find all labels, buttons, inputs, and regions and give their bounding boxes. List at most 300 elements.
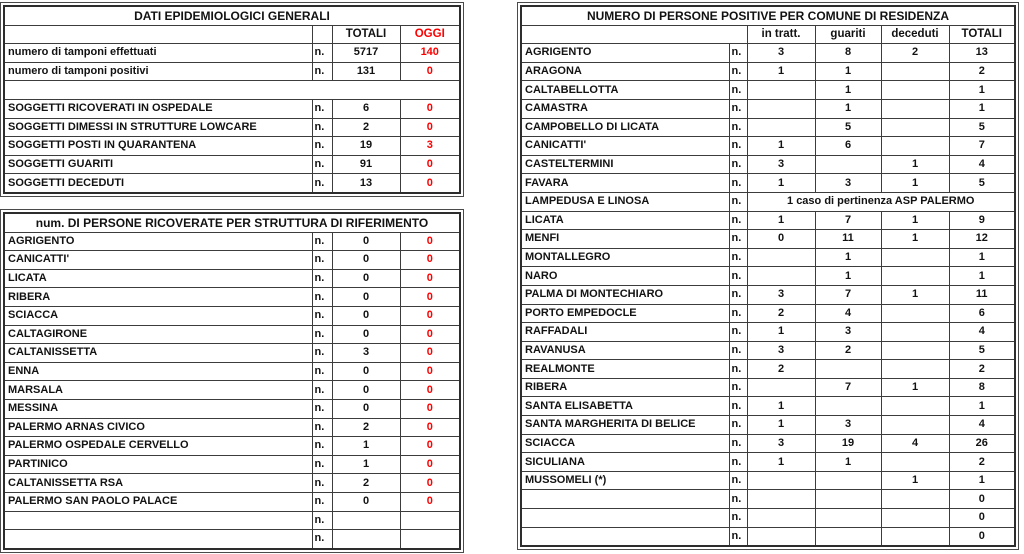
value-oggi: 0	[400, 62, 460, 81]
positives-by-comune-table	[517, 2, 1019, 550]
value-in-tratt: 1	[747, 137, 815, 156]
value-guariti: 4	[815, 304, 881, 323]
value-deceduti: 4	[881, 434, 949, 453]
value-totali: 3	[332, 344, 400, 363]
value-oggi: 3	[400, 137, 460, 156]
value-totali: 0	[949, 509, 1015, 528]
value-totali: 131	[332, 62, 400, 81]
table-row	[4, 418, 460, 437]
value-guariti: 7	[815, 285, 881, 304]
value-in-tratt: 1	[747, 174, 815, 193]
table-row	[4, 344, 460, 363]
value-totali: 1	[949, 397, 1015, 416]
row-label: ENNA	[4, 362, 312, 381]
row-label: NARO	[521, 267, 729, 286]
unit-cell: n.	[312, 44, 332, 63]
value-totali: 0	[332, 381, 400, 400]
value-totali: 0	[332, 251, 400, 270]
value-oggi: 0	[400, 492, 460, 511]
row-label: PARTINICO	[4, 455, 312, 474]
comuni-table-title: NUMERO DI PERSONE POSITIVE PER COMUNE DI RESIDENZA	[521, 6, 1015, 25]
row-label: ARAGONA	[521, 62, 729, 81]
unit-cell: n.	[312, 269, 332, 288]
value-in-tratt: 3	[747, 341, 815, 360]
value-deceduti	[881, 99, 949, 118]
table-row	[4, 511, 460, 530]
comuni-table-grid	[520, 5, 1016, 547]
table-row	[4, 455, 460, 474]
comuni-title-row	[521, 6, 1015, 25]
value-in-tratt: 1	[747, 397, 815, 416]
table-row	[521, 490, 1015, 509]
value-in-tratt: 3	[747, 434, 815, 453]
unit-cell: n.	[312, 325, 332, 344]
value-deceduti	[881, 397, 949, 416]
row-label: SCIACCA	[4, 306, 312, 325]
table-row	[4, 325, 460, 344]
value-in-tratt	[747, 267, 815, 286]
unit-cell: n.	[729, 304, 747, 323]
value-guariti: 1	[815, 62, 881, 81]
table-row	[4, 269, 460, 288]
row-label: AGRIGENTO	[521, 44, 729, 63]
value-deceduti	[881, 267, 949, 286]
unit-cell: n.	[729, 471, 747, 490]
general-title-row	[4, 6, 460, 25]
value-deceduti	[881, 81, 949, 100]
row-label: RIBERA	[521, 378, 729, 397]
row-label: CALTAGIRONE	[4, 325, 312, 344]
unit-cell: n.	[312, 137, 332, 156]
unit-cell: n.	[729, 453, 747, 472]
value-oggi: 0	[400, 381, 460, 400]
value-totali: 9	[949, 211, 1015, 230]
hospitalized-title-row	[4, 213, 460, 232]
value-totali: 91	[332, 155, 400, 174]
table-row	[4, 174, 460, 193]
general-table-grid	[3, 5, 461, 194]
unit-cell: n.	[729, 527, 747, 546]
value-deceduti: 1	[881, 285, 949, 304]
value-guariti: 11	[815, 230, 881, 249]
row-label: SANTA MARGHERITA DI BELICE	[521, 416, 729, 435]
value-in-tratt: 1	[747, 416, 815, 435]
table-row	[4, 399, 460, 418]
row-label: LICATA	[4, 269, 312, 288]
unit-cell: n.	[312, 437, 332, 456]
general-header-row	[4, 25, 460, 44]
value-oggi: 0	[400, 437, 460, 456]
value-totali: 5717	[332, 44, 400, 63]
row-label: SOGGETTI GUARITI	[4, 155, 312, 174]
value-oggi: 0	[400, 251, 460, 270]
value-guariti	[815, 397, 881, 416]
value-in-tratt	[747, 527, 815, 546]
value-totali: 0	[332, 306, 400, 325]
table-row	[4, 62, 460, 81]
value-deceduti: 1	[881, 174, 949, 193]
value-deceduti	[881, 137, 949, 156]
table-row	[521, 62, 1015, 81]
value-in-tratt: 1	[747, 211, 815, 230]
table-row	[521, 44, 1015, 63]
table-row	[521, 397, 1015, 416]
unit-cell: n.	[312, 381, 332, 400]
value-in-tratt: 2	[747, 360, 815, 379]
general-header-oggi: OGGI	[400, 25, 460, 44]
unit-cell: n.	[312, 232, 332, 251]
value-guariti: 3	[815, 416, 881, 435]
value-totali: 1	[949, 81, 1015, 100]
row-label: MUSSOMELI (*)	[521, 471, 729, 490]
value-in-tratt: 1	[747, 62, 815, 81]
value-oggi: 0	[400, 344, 460, 363]
unit-cell: n.	[729, 230, 747, 249]
unit-cell: n.	[312, 288, 332, 307]
row-label: SANTA ELISABETTA	[521, 397, 729, 416]
comuni-header-in-tratt: in tratt.	[747, 25, 815, 44]
value-oggi: 0	[400, 288, 460, 307]
value-guariti: 3	[815, 174, 881, 193]
value-oggi: 0	[400, 474, 460, 493]
row-label: PALERMO ARNAS CIVICO	[4, 418, 312, 437]
table-row	[521, 99, 1015, 118]
value-in-tratt	[747, 509, 815, 528]
row-label: AGRIGENTO	[4, 232, 312, 251]
table-row	[4, 44, 460, 63]
value-oggi	[400, 530, 460, 549]
unit-cell: n.	[312, 62, 332, 81]
value-guariti: 1	[815, 99, 881, 118]
row-label: CAMPOBELLO DI LICATA	[521, 118, 729, 137]
value-totali: 13	[332, 174, 400, 193]
table-row	[521, 527, 1015, 546]
table-row	[4, 530, 460, 549]
value-oggi: 0	[400, 418, 460, 437]
unit-cell: n.	[729, 285, 747, 304]
value-deceduti	[881, 341, 949, 360]
value-totali: 0	[332, 362, 400, 381]
table-row	[4, 251, 460, 270]
value-totali: 8	[949, 378, 1015, 397]
row-label: PORTO EMPEDOCLE	[521, 304, 729, 323]
hospitalized-table-grid	[3, 212, 461, 550]
value-totali: 19	[332, 137, 400, 156]
table-row	[4, 492, 460, 511]
row-label	[4, 511, 312, 530]
general-header-totali: TOTALI	[332, 25, 400, 44]
unit-cell: n.	[729, 118, 747, 137]
value-totali: 4	[949, 416, 1015, 435]
value-in-tratt	[747, 248, 815, 267]
table-row	[521, 416, 1015, 435]
row-label: RAFFADALI	[521, 323, 729, 342]
value-in-tratt: 1	[747, 323, 815, 342]
value-totali: 5	[949, 174, 1015, 193]
value-deceduti	[881, 453, 949, 472]
table-row	[521, 118, 1015, 137]
table-row	[521, 323, 1015, 342]
row-label: CALTANISSETTA	[4, 344, 312, 363]
row-label: CALTANISSETTA RSA	[4, 474, 312, 493]
unit-cell: n.	[729, 155, 747, 174]
unit-cell: n.	[729, 174, 747, 193]
value-guariti: 5	[815, 118, 881, 137]
value-totali: 1	[949, 267, 1015, 286]
comuni-header-row	[521, 25, 1015, 44]
value-deceduti	[881, 304, 949, 323]
value-guariti: 1	[815, 267, 881, 286]
value-totali: 1	[332, 437, 400, 456]
unit-cell: n.	[729, 360, 747, 379]
row-label: SOGGETTI RICOVERATI IN OSPEDALE	[4, 99, 312, 118]
value-guariti: 3	[815, 323, 881, 342]
row-label: SOGGETTI POSTI IN QUARANTENA	[4, 137, 312, 156]
hospitalized-table-title: num. DI PERSONE RICOVERATE PER STRUTTURA DI RIFERIMENTO	[4, 213, 460, 232]
value-totali: 1	[949, 99, 1015, 118]
value-in-tratt	[747, 81, 815, 100]
table-row	[4, 232, 460, 251]
value-totali: 11	[949, 285, 1015, 304]
value-totali: 1	[949, 471, 1015, 490]
unit-cell: n.	[312, 155, 332, 174]
table-row	[521, 192, 1015, 211]
value-totali: 0	[332, 492, 400, 511]
unit-cell: n.	[729, 192, 747, 211]
table-row	[4, 118, 460, 137]
value-totali: 2	[949, 360, 1015, 379]
unit-cell: n.	[312, 455, 332, 474]
value-oggi: 0	[400, 455, 460, 474]
value-guariti: 7	[815, 378, 881, 397]
unit-cell: n.	[312, 474, 332, 493]
comuni-header-guariti: guariti	[815, 25, 881, 44]
row-label: numero di tamponi positivi	[4, 62, 312, 81]
value-totali: 0	[332, 232, 400, 251]
value-guariti	[815, 360, 881, 379]
unit-cell: n.	[729, 267, 747, 286]
value-oggi: 140	[400, 44, 460, 63]
value-totali: 26	[949, 434, 1015, 453]
value-guariti: 8	[815, 44, 881, 63]
value-totali: 2	[949, 62, 1015, 81]
row-label: SOGGETTI DIMESSI IN STRUTTURE LOWCARE	[4, 118, 312, 137]
value-guariti: 6	[815, 137, 881, 156]
row-label: numero di tamponi effettuati	[4, 44, 312, 63]
table-row	[4, 306, 460, 325]
general-table-title: DATI EPIDEMIOLOGICI GENERALI	[4, 6, 460, 25]
hospitalized-by-facility-table	[0, 209, 464, 553]
table-row	[4, 474, 460, 493]
separator-cell	[4, 81, 460, 100]
value-deceduti	[881, 118, 949, 137]
row-label: FAVARA	[521, 174, 729, 193]
row-label: LAMPEDUSA E LINOSA	[521, 192, 729, 211]
value-totali: 2	[332, 474, 400, 493]
row-label	[521, 527, 729, 546]
unit-cell: n.	[729, 211, 747, 230]
unit-cell: n.	[729, 81, 747, 100]
value-totali: 5	[949, 118, 1015, 137]
row-label: REALMONTE	[521, 360, 729, 379]
value-oggi	[400, 511, 460, 530]
row-label: MARSALA	[4, 381, 312, 400]
unit-cell: n.	[729, 248, 747, 267]
row-label	[521, 509, 729, 528]
unit-cell: n.	[312, 511, 332, 530]
unit-cell: n.	[729, 434, 747, 453]
unit-cell: n.	[312, 418, 332, 437]
value-deceduti	[881, 248, 949, 267]
value-guariti: 1	[815, 248, 881, 267]
value-totali: 0	[332, 269, 400, 288]
value-totali: 2	[332, 118, 400, 137]
row-note: 1 caso di pertinenza ASP PALERMO	[747, 192, 1015, 211]
unit-cell: n.	[312, 399, 332, 418]
value-totali: 2	[949, 453, 1015, 472]
value-in-tratt	[747, 471, 815, 490]
row-label: CAMASTRA	[521, 99, 729, 118]
table-row	[521, 174, 1015, 193]
value-deceduti	[881, 509, 949, 528]
value-totali: 6	[949, 304, 1015, 323]
value-deceduti	[881, 62, 949, 81]
value-deceduti: 1	[881, 230, 949, 249]
row-label: PALERMO SAN PAOLO PALACE	[4, 492, 312, 511]
unit-cell: n.	[729, 99, 747, 118]
value-in-tratt: 3	[747, 44, 815, 63]
value-deceduti	[881, 416, 949, 435]
value-deceduti	[881, 527, 949, 546]
table-row	[4, 381, 460, 400]
row-label: CASTELTERMINI	[521, 155, 729, 174]
value-in-tratt	[747, 118, 815, 137]
general-epidemiological-table	[0, 2, 464, 197]
comuni-header-empty	[521, 25, 747, 44]
table-row	[4, 362, 460, 381]
value-in-tratt	[747, 378, 815, 397]
table-row	[4, 288, 460, 307]
table-row	[521, 211, 1015, 230]
row-label: CANICATTI'	[4, 251, 312, 270]
unit-cell: n.	[729, 341, 747, 360]
general-header-empty-unit	[312, 25, 332, 44]
value-deceduti: 1	[881, 211, 949, 230]
value-deceduti	[881, 360, 949, 379]
general-header-empty-label	[4, 25, 312, 44]
row-label	[4, 530, 312, 549]
value-totali: 7	[949, 137, 1015, 156]
value-in-tratt: 3	[747, 155, 815, 174]
value-totali	[332, 511, 400, 530]
value-totali: 0	[332, 288, 400, 307]
table-row	[521, 304, 1015, 323]
value-oggi: 0	[400, 232, 460, 251]
unit-cell: n.	[729, 137, 747, 156]
table-row	[4, 155, 460, 174]
unit-cell: n.	[312, 99, 332, 118]
table-row	[521, 360, 1015, 379]
unit-cell: n.	[312, 530, 332, 549]
value-guariti	[815, 509, 881, 528]
value-oggi: 0	[400, 99, 460, 118]
value-totali: 0	[332, 399, 400, 418]
table-row	[521, 137, 1015, 156]
unit-cell: n.	[729, 509, 747, 528]
value-guariti: 2	[815, 341, 881, 360]
value-in-tratt: 0	[747, 230, 815, 249]
table-row	[521, 230, 1015, 249]
table-row	[521, 434, 1015, 453]
table-row	[521, 509, 1015, 528]
value-oggi: 0	[400, 155, 460, 174]
value-in-tratt: 1	[747, 453, 815, 472]
table-row	[4, 99, 460, 118]
table-row	[521, 378, 1015, 397]
value-guariti	[815, 471, 881, 490]
value-deceduti: 1	[881, 155, 949, 174]
value-totali: 0	[949, 490, 1015, 509]
value-deceduti: 1	[881, 378, 949, 397]
row-label: MONTALLEGRO	[521, 248, 729, 267]
value-oggi: 0	[400, 306, 460, 325]
row-label: CALTABELLOTTA	[521, 81, 729, 100]
value-oggi: 0	[400, 174, 460, 193]
separator-row	[4, 81, 460, 100]
unit-cell: n.	[729, 323, 747, 342]
table-row	[521, 267, 1015, 286]
value-totali: 0	[949, 527, 1015, 546]
value-deceduti: 1	[881, 471, 949, 490]
row-label: SOGGETTI DECEDUTI	[4, 174, 312, 193]
unit-cell: n.	[729, 44, 747, 63]
value-in-tratt	[747, 99, 815, 118]
row-label: SICULIANA	[521, 453, 729, 472]
value-in-tratt: 3	[747, 285, 815, 304]
table-row	[521, 453, 1015, 472]
unit-cell: n.	[312, 118, 332, 137]
table-row	[521, 341, 1015, 360]
table-row	[4, 137, 460, 156]
value-in-tratt	[747, 490, 815, 509]
unit-cell: n.	[312, 344, 332, 363]
row-label: RIBERA	[4, 288, 312, 307]
unit-cell: n.	[312, 362, 332, 381]
table-row	[521, 81, 1015, 100]
value-totali: 1	[949, 248, 1015, 267]
row-label	[521, 490, 729, 509]
value-guariti: 19	[815, 434, 881, 453]
row-label: LICATA	[521, 211, 729, 230]
value-totali: 13	[949, 44, 1015, 63]
value-totali	[332, 530, 400, 549]
comuni-header-totali: TOTALI	[949, 25, 1015, 44]
value-oggi: 0	[400, 399, 460, 418]
value-guariti: 1	[815, 81, 881, 100]
table-row	[521, 248, 1015, 267]
unit-cell: n.	[729, 416, 747, 435]
row-label: SCIACCA	[521, 434, 729, 453]
value-oggi: 0	[400, 362, 460, 381]
value-in-tratt: 2	[747, 304, 815, 323]
value-totali: 6	[332, 99, 400, 118]
table-row	[521, 471, 1015, 490]
unit-cell: n.	[729, 490, 747, 509]
value-totali: 2	[332, 418, 400, 437]
table-row	[4, 437, 460, 456]
value-deceduti: 2	[881, 44, 949, 63]
value-totali: 0	[332, 325, 400, 344]
